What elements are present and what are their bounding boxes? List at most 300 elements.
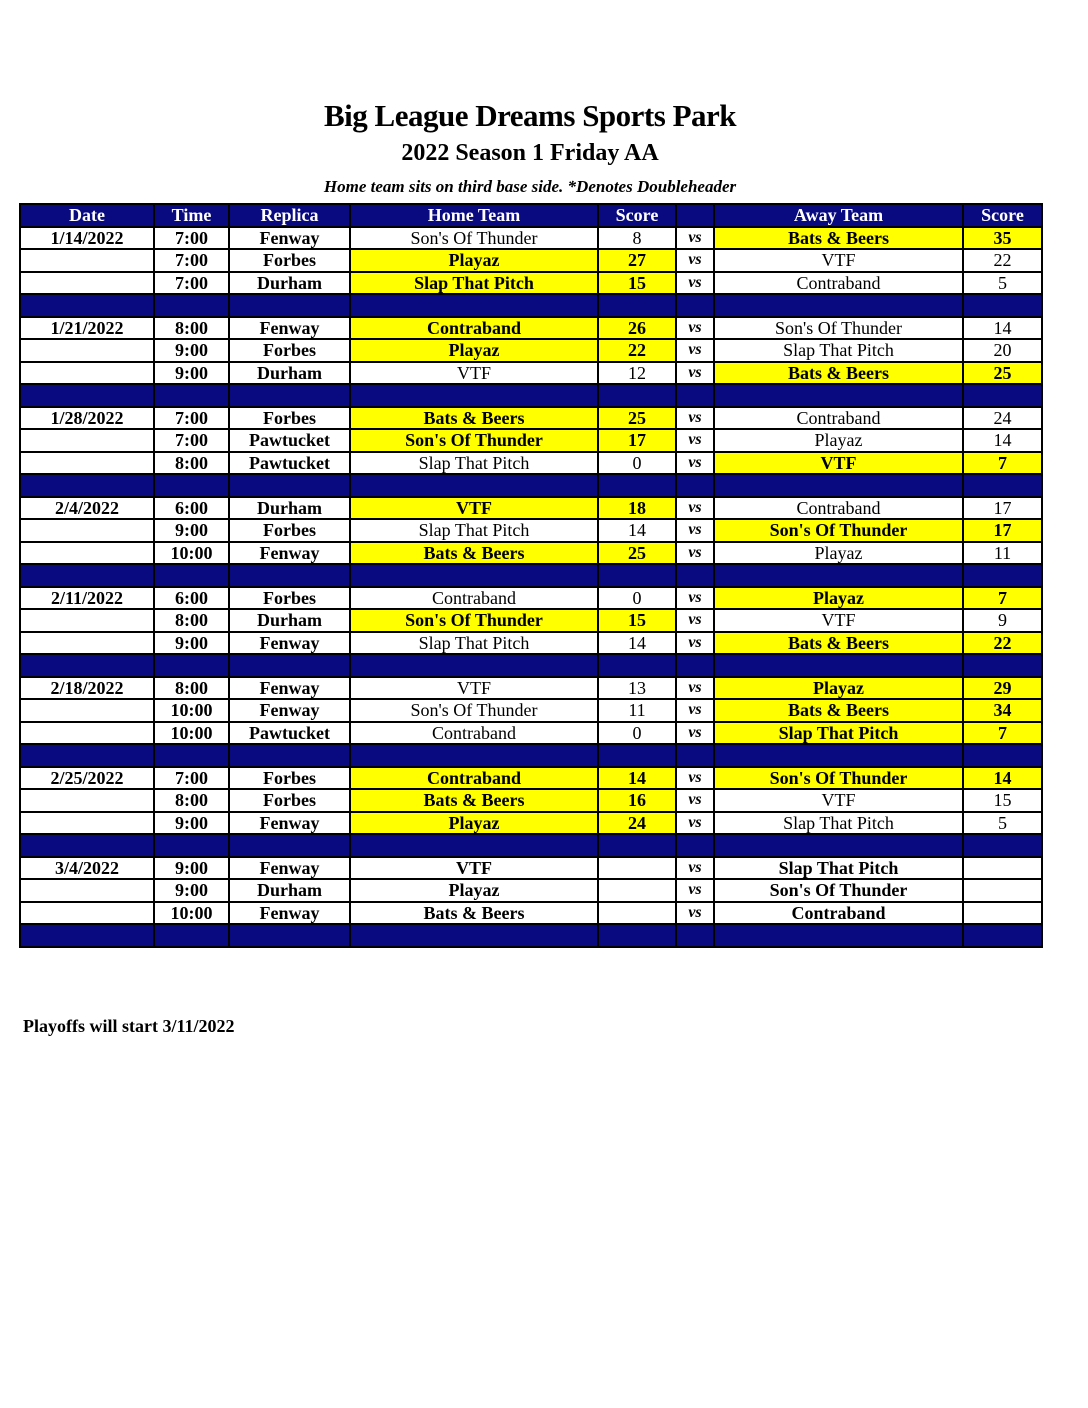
time-cell: 9:00 (154, 812, 229, 835)
home-team-cell: Son's Of Thunder (350, 609, 598, 632)
replica-cell: Durham (229, 272, 350, 295)
separator-cell (676, 834, 714, 857)
home-score-cell (598, 857, 676, 880)
week-separator-row (20, 294, 1042, 317)
separator-cell (350, 474, 598, 497)
time-cell: 8:00 (154, 789, 229, 812)
home-team-cell: Contraband (350, 767, 598, 790)
home-team-cell: Contraband (350, 722, 598, 745)
date-cell: 2/25/2022 (20, 767, 154, 790)
separator-cell (714, 924, 963, 947)
replica-cell: Durham (229, 879, 350, 902)
time-cell: 7:00 (154, 767, 229, 790)
vs-cell: vs (676, 249, 714, 272)
separator-cell (20, 654, 154, 677)
game-row (20, 227, 1042, 250)
date-cell (20, 812, 154, 835)
away-score-cell: 9 (963, 609, 1042, 632)
away-team-cell: Bats & Beers (714, 632, 963, 655)
away-team-cell: Contraband (714, 407, 963, 430)
separator-cell (350, 654, 598, 677)
home-score-cell: 11 (598, 699, 676, 722)
replica-cell: Fenway (229, 857, 350, 880)
replica-cell: Forbes (229, 587, 350, 610)
away-score-cell: 34 (963, 699, 1042, 722)
away-score-cell: 14 (963, 767, 1042, 790)
home-score-cell: 14 (598, 632, 676, 655)
replica-cell: Pawtucket (229, 429, 350, 452)
vs-cell: vs (676, 722, 714, 745)
home-team-cell: VTF (350, 857, 598, 880)
home-score-cell: 12 (598, 362, 676, 385)
vs-cell: vs (676, 857, 714, 880)
page-subtitle: 2022 Season 1 Friday AA (401, 140, 659, 166)
home-team-cell: VTF (350, 677, 598, 700)
time-cell: 6:00 (154, 497, 229, 520)
separator-cell (963, 834, 1042, 857)
time-cell: 7:00 (154, 227, 229, 250)
separator-cell (963, 474, 1042, 497)
away-team-cell: Contraband (714, 272, 963, 295)
away-score-cell: 15 (963, 789, 1042, 812)
home-team-cell: Slap That Pitch (350, 632, 598, 655)
game-row (20, 857, 1042, 880)
away-team-cell: VTF (714, 452, 963, 475)
game-row (20, 362, 1042, 385)
home-team-cell: VTF (350, 497, 598, 520)
date-cell (20, 902, 154, 925)
replica-cell: Forbes (229, 519, 350, 542)
game-row (20, 542, 1042, 565)
replica-cell: Fenway (229, 812, 350, 835)
home-team-cell: Bats & Beers (350, 407, 598, 430)
separator-cell (20, 294, 154, 317)
separator-cell (154, 654, 229, 677)
separator-cell (229, 564, 350, 587)
away-team-cell: Son's Of Thunder (714, 767, 963, 790)
away-team-cell: Slap That Pitch (714, 339, 963, 362)
home-team-cell: Bats & Beers (350, 542, 598, 565)
home-team-cell: VTF (350, 362, 598, 385)
away-score-cell: 24 (963, 407, 1042, 430)
home-team-cell: Contraband (350, 587, 598, 610)
separator-cell (676, 294, 714, 317)
header-home-team: Home Team (350, 204, 598, 227)
home-team-cell: Son's Of Thunder (350, 227, 598, 250)
time-cell: 10:00 (154, 902, 229, 925)
header-row (20, 204, 1042, 227)
week-separator-row (20, 564, 1042, 587)
away-score-cell: 25 (963, 362, 1042, 385)
home-team-cell: Son's Of Thunder (350, 429, 598, 452)
replica-cell: Forbes (229, 249, 350, 272)
separator-cell (229, 924, 350, 947)
separator-cell (963, 924, 1042, 947)
game-row (20, 407, 1042, 430)
away-team-cell: Son's Of Thunder (714, 317, 963, 340)
separator-cell (350, 384, 598, 407)
date-cell (20, 609, 154, 632)
away-team-cell: VTF (714, 609, 963, 632)
date-cell (20, 339, 154, 362)
away-team-cell: Playaz (714, 587, 963, 610)
date-cell (20, 429, 154, 452)
replica-cell: Fenway (229, 902, 350, 925)
game-row (20, 902, 1042, 925)
vs-cell: vs (676, 879, 714, 902)
separator-cell (598, 474, 676, 497)
separator-cell (598, 924, 676, 947)
date-cell (20, 542, 154, 565)
replica-cell: Fenway (229, 677, 350, 700)
home-team-cell: Playaz (350, 879, 598, 902)
separator-cell (229, 654, 350, 677)
separator-cell (154, 294, 229, 317)
home-team-cell: Son's Of Thunder (350, 699, 598, 722)
home-score-cell: 13 (598, 677, 676, 700)
home-score-cell: 27 (598, 249, 676, 272)
vs-cell: vs (676, 587, 714, 610)
away-score-cell (963, 902, 1042, 925)
date-cell (20, 699, 154, 722)
away-score-cell: 7 (963, 452, 1042, 475)
date-cell (20, 452, 154, 475)
home-team-cell: Contraband (350, 317, 598, 340)
home-score-cell: 15 (598, 272, 676, 295)
home-score-cell (598, 902, 676, 925)
separator-cell (154, 834, 229, 857)
vs-cell: vs (676, 429, 714, 452)
game-row (20, 609, 1042, 632)
home-team-cell: Slap That Pitch (350, 272, 598, 295)
away-score-cell (963, 857, 1042, 880)
time-cell: 7:00 (154, 407, 229, 430)
away-team-cell: VTF (714, 789, 963, 812)
playoffs-note: Playoffs will start 3/11/2022 (23, 1016, 235, 1036)
away-score-cell: 22 (963, 632, 1042, 655)
separator-cell (676, 474, 714, 497)
week-separator-row (20, 834, 1042, 857)
away-team-cell: Bats & Beers (714, 699, 963, 722)
replica-cell: Pawtucket (229, 722, 350, 745)
game-row (20, 317, 1042, 340)
home-team-cell: Slap That Pitch (350, 519, 598, 542)
away-team-cell: Bats & Beers (714, 362, 963, 385)
game-row (20, 339, 1042, 362)
date-cell: 3/4/2022 (20, 857, 154, 880)
home-score-cell (598, 879, 676, 902)
game-row (20, 767, 1042, 790)
time-cell: 9:00 (154, 879, 229, 902)
separator-cell (350, 834, 598, 857)
game-row (20, 519, 1042, 542)
home-team-cell: Playaz (350, 339, 598, 362)
time-cell: 9:00 (154, 632, 229, 655)
vs-cell: vs (676, 542, 714, 565)
home-score-cell: 0 (598, 452, 676, 475)
game-row (20, 879, 1042, 902)
time-cell: 9:00 (154, 857, 229, 880)
vs-cell: vs (676, 407, 714, 430)
date-cell (20, 519, 154, 542)
home-score-cell: 0 (598, 722, 676, 745)
separator-cell (154, 564, 229, 587)
time-cell: 7:00 (154, 272, 229, 295)
separator-cell (350, 564, 598, 587)
date-cell: 1/14/2022 (20, 227, 154, 250)
replica-cell: Forbes (229, 407, 350, 430)
schedule-note: Home team sits on third base side. *Denotes Doubleheader (323, 177, 737, 196)
date-cell: 2/11/2022 (20, 587, 154, 610)
away-score-cell: 14 (963, 317, 1042, 340)
home-team-cell: Bats & Beers (350, 789, 598, 812)
game-row (20, 677, 1042, 700)
home-team-cell: Playaz (350, 812, 598, 835)
replica-cell: Fenway (229, 542, 350, 565)
separator-cell (154, 474, 229, 497)
replica-cell: Pawtucket (229, 452, 350, 475)
separator-cell (676, 744, 714, 767)
game-row (20, 452, 1042, 475)
separator-cell (963, 564, 1042, 587)
header-away-score: Score (963, 204, 1042, 227)
schedule-body (20, 227, 1042, 947)
replica-cell: Forbes (229, 767, 350, 790)
date-cell (20, 879, 154, 902)
separator-cell (598, 564, 676, 587)
vs-cell: vs (676, 789, 714, 812)
separator-cell (598, 294, 676, 317)
time-cell: 9:00 (154, 519, 229, 542)
vs-cell: vs (676, 677, 714, 700)
separator-cell (714, 834, 963, 857)
week-separator-row (20, 474, 1042, 497)
away-score-cell: 17 (963, 519, 1042, 542)
vs-cell: vs (676, 339, 714, 362)
time-cell: 7:00 (154, 429, 229, 452)
separator-cell (598, 384, 676, 407)
replica-cell: Durham (229, 362, 350, 385)
separator-cell (714, 654, 963, 677)
away-score-cell (963, 879, 1042, 902)
separator-cell (20, 924, 154, 947)
separator-cell (154, 384, 229, 407)
separator-cell (676, 924, 714, 947)
vs-cell: vs (676, 699, 714, 722)
time-cell: 10:00 (154, 699, 229, 722)
date-cell (20, 632, 154, 655)
date-cell: 2/4/2022 (20, 497, 154, 520)
separator-cell (714, 294, 963, 317)
separator-cell (229, 834, 350, 857)
away-team-cell: Bats & Beers (714, 227, 963, 250)
away-score-cell: 11 (963, 542, 1042, 565)
week-separator-row (20, 924, 1042, 947)
separator-cell (20, 744, 154, 767)
separator-cell (714, 564, 963, 587)
vs-cell: vs (676, 497, 714, 520)
away-score-cell: 7 (963, 587, 1042, 610)
separator-cell (350, 744, 598, 767)
separator-cell (676, 654, 714, 677)
away-score-cell: 20 (963, 339, 1042, 362)
game-row (20, 812, 1042, 835)
away-score-cell: 29 (963, 677, 1042, 700)
separator-cell (154, 744, 229, 767)
vs-cell: vs (676, 272, 714, 295)
separator-cell (20, 474, 154, 497)
away-score-cell: 35 (963, 227, 1042, 250)
date-cell: 1/28/2022 (20, 407, 154, 430)
replica-cell: Forbes (229, 339, 350, 362)
replica-cell: Fenway (229, 699, 350, 722)
home-score-cell: 22 (598, 339, 676, 362)
week-separator-row (20, 654, 1042, 677)
away-team-cell: Contraband (714, 497, 963, 520)
replica-cell: Fenway (229, 632, 350, 655)
week-separator-row (20, 384, 1042, 407)
separator-cell (598, 654, 676, 677)
separator-cell (20, 384, 154, 407)
date-cell: 2/18/2022 (20, 677, 154, 700)
time-cell: 7:00 (154, 249, 229, 272)
away-score-cell: 7 (963, 722, 1042, 745)
home-team-cell: Bats & Beers (350, 902, 598, 925)
replica-cell: Durham (229, 497, 350, 520)
header-away-team: Away Team (714, 204, 963, 227)
separator-cell (229, 384, 350, 407)
week-separator-row (20, 744, 1042, 767)
home-score-cell: 24 (598, 812, 676, 835)
header-home-score: Score (598, 204, 676, 227)
separator-cell (676, 384, 714, 407)
away-team-cell: Slap That Pitch (714, 722, 963, 745)
separator-cell (598, 834, 676, 857)
separator-cell (229, 294, 350, 317)
vs-cell: vs (676, 227, 714, 250)
time-cell: 8:00 (154, 452, 229, 475)
replica-cell: Durham (229, 609, 350, 632)
home-score-cell: 18 (598, 497, 676, 520)
home-team-cell: Slap That Pitch (350, 452, 598, 475)
away-score-cell: 5 (963, 812, 1042, 835)
separator-cell (963, 384, 1042, 407)
home-score-cell: 8 (598, 227, 676, 250)
away-team-cell: Playaz (714, 677, 963, 700)
game-row (20, 632, 1042, 655)
game-row (20, 497, 1042, 520)
home-team-cell: Playaz (350, 249, 598, 272)
date-cell (20, 362, 154, 385)
header-time: Time (154, 204, 229, 227)
time-cell: 8:00 (154, 317, 229, 340)
header-date: Date (20, 204, 154, 227)
time-cell: 8:00 (154, 609, 229, 632)
date-cell (20, 722, 154, 745)
separator-cell (714, 744, 963, 767)
away-score-cell: 14 (963, 429, 1042, 452)
time-cell: 8:00 (154, 677, 229, 700)
home-score-cell: 25 (598, 407, 676, 430)
separator-cell (714, 384, 963, 407)
separator-cell (963, 744, 1042, 767)
schedule-table (19, 203, 1043, 948)
separator-cell (350, 924, 598, 947)
away-team-cell: Son's Of Thunder (714, 879, 963, 902)
game-row (20, 789, 1042, 812)
vs-cell: vs (676, 812, 714, 835)
vs-cell: vs (676, 452, 714, 475)
home-score-cell: 16 (598, 789, 676, 812)
date-cell: 1/21/2022 (20, 317, 154, 340)
time-cell: 6:00 (154, 587, 229, 610)
away-team-cell: Slap That Pitch (714, 857, 963, 880)
game-row (20, 249, 1042, 272)
game-row (20, 272, 1042, 295)
separator-cell (229, 744, 350, 767)
game-row (20, 587, 1042, 610)
away-team-cell: Playaz (714, 542, 963, 565)
header-vs (676, 204, 714, 227)
separator-cell (154, 924, 229, 947)
separator-cell (963, 294, 1042, 317)
away-team-cell: Son's Of Thunder (714, 519, 963, 542)
home-score-cell: 14 (598, 767, 676, 790)
separator-cell (229, 474, 350, 497)
header-replica: Replica (229, 204, 350, 227)
away-team-cell: Contraband (714, 902, 963, 925)
home-score-cell: 15 (598, 609, 676, 632)
separator-cell (20, 834, 154, 857)
home-score-cell: 14 (598, 519, 676, 542)
vs-cell: vs (676, 362, 714, 385)
date-cell (20, 249, 154, 272)
vs-cell: vs (676, 519, 714, 542)
away-score-cell: 17 (963, 497, 1042, 520)
away-team-cell: Playaz (714, 429, 963, 452)
vs-cell: vs (676, 767, 714, 790)
game-row (20, 429, 1042, 452)
vs-cell: vs (676, 609, 714, 632)
replica-cell: Fenway (229, 227, 350, 250)
separator-cell (350, 294, 598, 317)
separator-cell (963, 654, 1042, 677)
away-team-cell: VTF (714, 249, 963, 272)
home-score-cell: 26 (598, 317, 676, 340)
vs-cell: vs (676, 317, 714, 340)
separator-cell (20, 564, 154, 587)
replica-cell: Forbes (229, 789, 350, 812)
vs-cell: vs (676, 632, 714, 655)
date-cell (20, 789, 154, 812)
date-cell (20, 272, 154, 295)
separator-cell (676, 564, 714, 587)
separator-cell (714, 474, 963, 497)
time-cell: 10:00 (154, 542, 229, 565)
vs-cell: vs (676, 902, 714, 925)
away-score-cell: 5 (963, 272, 1042, 295)
time-cell: 9:00 (154, 362, 229, 385)
page-title: Big League Dreams Sports Park (323, 98, 737, 133)
away-team-cell: Slap That Pitch (714, 812, 963, 835)
home-score-cell: 25 (598, 542, 676, 565)
replica-cell: Fenway (229, 317, 350, 340)
game-row (20, 722, 1042, 745)
time-cell: 9:00 (154, 339, 229, 362)
away-score-cell: 22 (963, 249, 1042, 272)
game-row (20, 699, 1042, 722)
home-score-cell: 0 (598, 587, 676, 610)
